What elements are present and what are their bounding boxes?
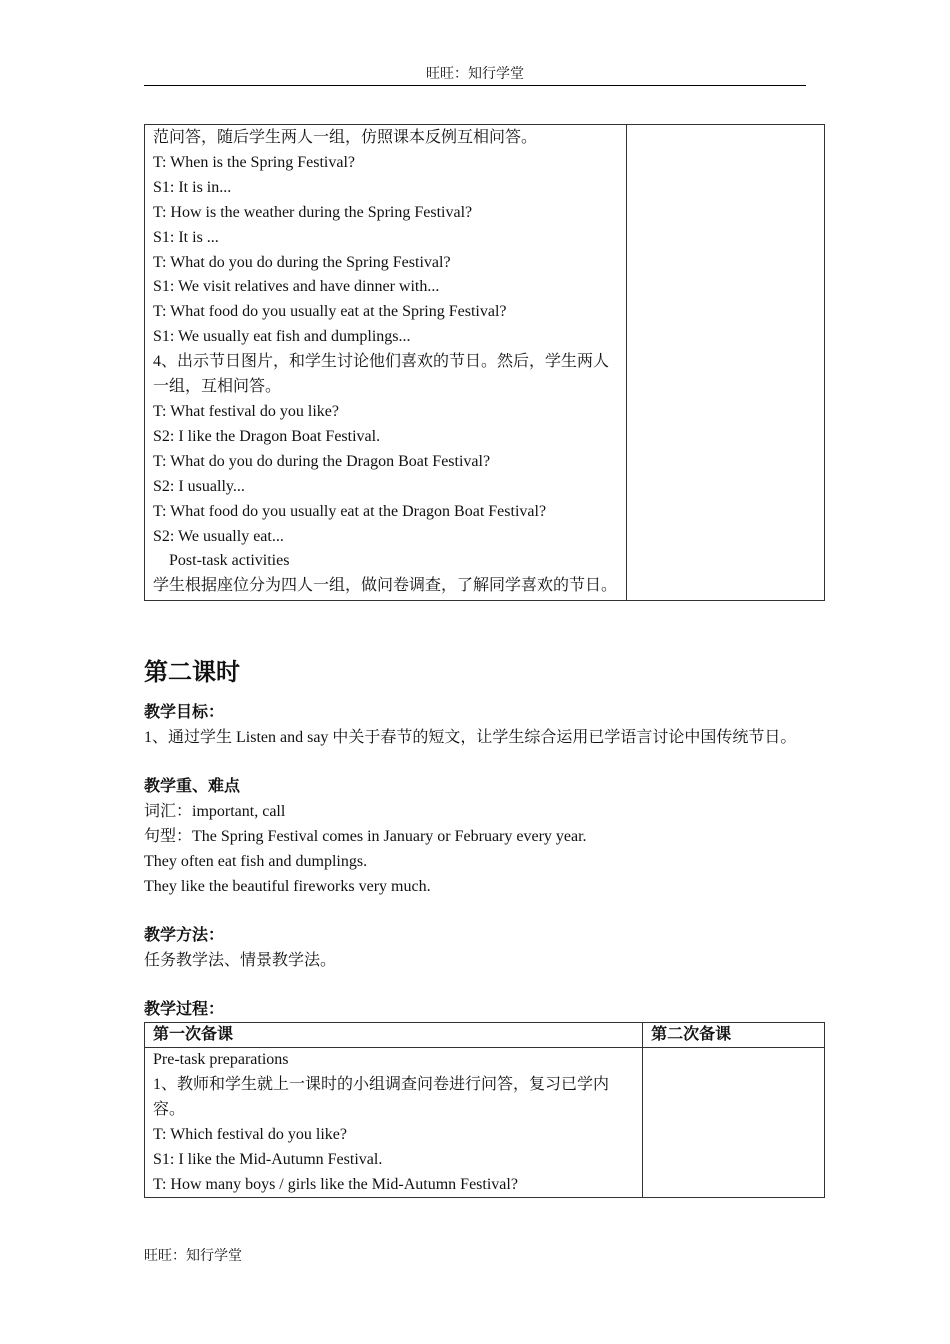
first-prep-cell [145, 1048, 643, 1198]
sentence-line: They often eat fish and dumplings. [144, 853, 368, 870]
table-row [145, 1048, 825, 1198]
lesson-plan-table-continued [144, 124, 825, 601]
keypoints-section [144, 774, 834, 899]
objectives-text: 1、通过学生 Listen and say 中关于春节的短文，让学生综合运用已学语言讨论中国传统节日。 [144, 729, 797, 746]
sentence-line: They like the beautiful fireworks very much. [144, 878, 431, 895]
second-prep-cell [627, 125, 825, 601]
column-header-first-prep: 第一次备课 [145, 1023, 643, 1048]
methods-section [144, 923, 834, 973]
keypoints-heading: 教学重、难点 [144, 778, 241, 795]
text-line: S2: We usually eat... [153, 527, 284, 545]
objectives-heading: 教学目标： [144, 704, 225, 721]
lesson-plan-table [144, 1022, 825, 1198]
text-line: T: What festival do you like? [153, 402, 339, 420]
text-line: S2: I usually... [153, 477, 245, 495]
page-footer: 旺旺：知行学堂 [144, 1249, 242, 1264]
text-line: T: What food do you usually eat at the Dragon Boat Festival? [153, 502, 547, 520]
text-line: T: What do you do during the Dragon Boat Festival? [153, 452, 491, 470]
text-line: T: Which festival do you like? [153, 1125, 347, 1143]
page-header: 旺旺：知行学堂 [144, 66, 806, 86]
text-line: T: How is the weather during the Spring Festival? [153, 203, 473, 221]
methods-text: 任务教学法、情景教学法。 [144, 952, 337, 969]
text-line: S1: We visit relatives and have dinner with... [153, 278, 440, 296]
text-line: T: How many boys / girls like the Mid-Autumn Festival? [153, 1175, 518, 1193]
text-line: S1: It is in... [153, 178, 232, 196]
text-line: S2: I like the Dragon Boat Festival. [153, 427, 381, 445]
text-line: T: When is the Spring Festival? [153, 153, 355, 171]
text-line: S1: It is ... [153, 228, 219, 246]
table-row [145, 125, 825, 601]
objectives-section [144, 700, 834, 750]
text-line: 范问答，随后学生两人一组，仿照课本反例互相问答。 [153, 129, 538, 146]
text-line: S1: We usually eat fish and dumplings... [153, 328, 411, 346]
column-header-second-prep: 第二次备课 [643, 1023, 825, 1048]
process-heading: 教学过程： [144, 1001, 225, 1018]
second-prep-cell [643, 1048, 825, 1198]
text-line: T: What do you do during the Spring Festival? [153, 253, 451, 271]
text-line: Post-task activities [169, 552, 290, 570]
text-line: 学生根据座位分为四人一组，做问卷调查，了解同学喜欢的节日。 [153, 577, 618, 595]
methods-heading: 教学方法： [144, 927, 225, 944]
table-header-row [145, 1023, 825, 1048]
text-line: T: What food do you usually eat at the Spring Festival? [153, 303, 507, 321]
text-line: 4、出示节日图片，和学生讨论他们喜欢的节日。然后，学生两人一组，互相问答。 [153, 353, 610, 396]
process-section [144, 997, 834, 1022]
first-prep-cell [145, 125, 627, 601]
text-line: Pre-task preparations [153, 1051, 289, 1068]
text-line: S1: I like the Mid-Autumn Festival. [153, 1150, 383, 1168]
lesson-title: 第二课时 [144, 658, 240, 686]
text-line: 1、教师和学生就上一课时的小组调查问卷进行问答，复习已学内容。 [153, 1075, 610, 1118]
sentence-line: 句型：The Spring Festival comes in January or February every year. [144, 828, 587, 845]
vocab-line: 词汇：important, call [144, 803, 286, 820]
